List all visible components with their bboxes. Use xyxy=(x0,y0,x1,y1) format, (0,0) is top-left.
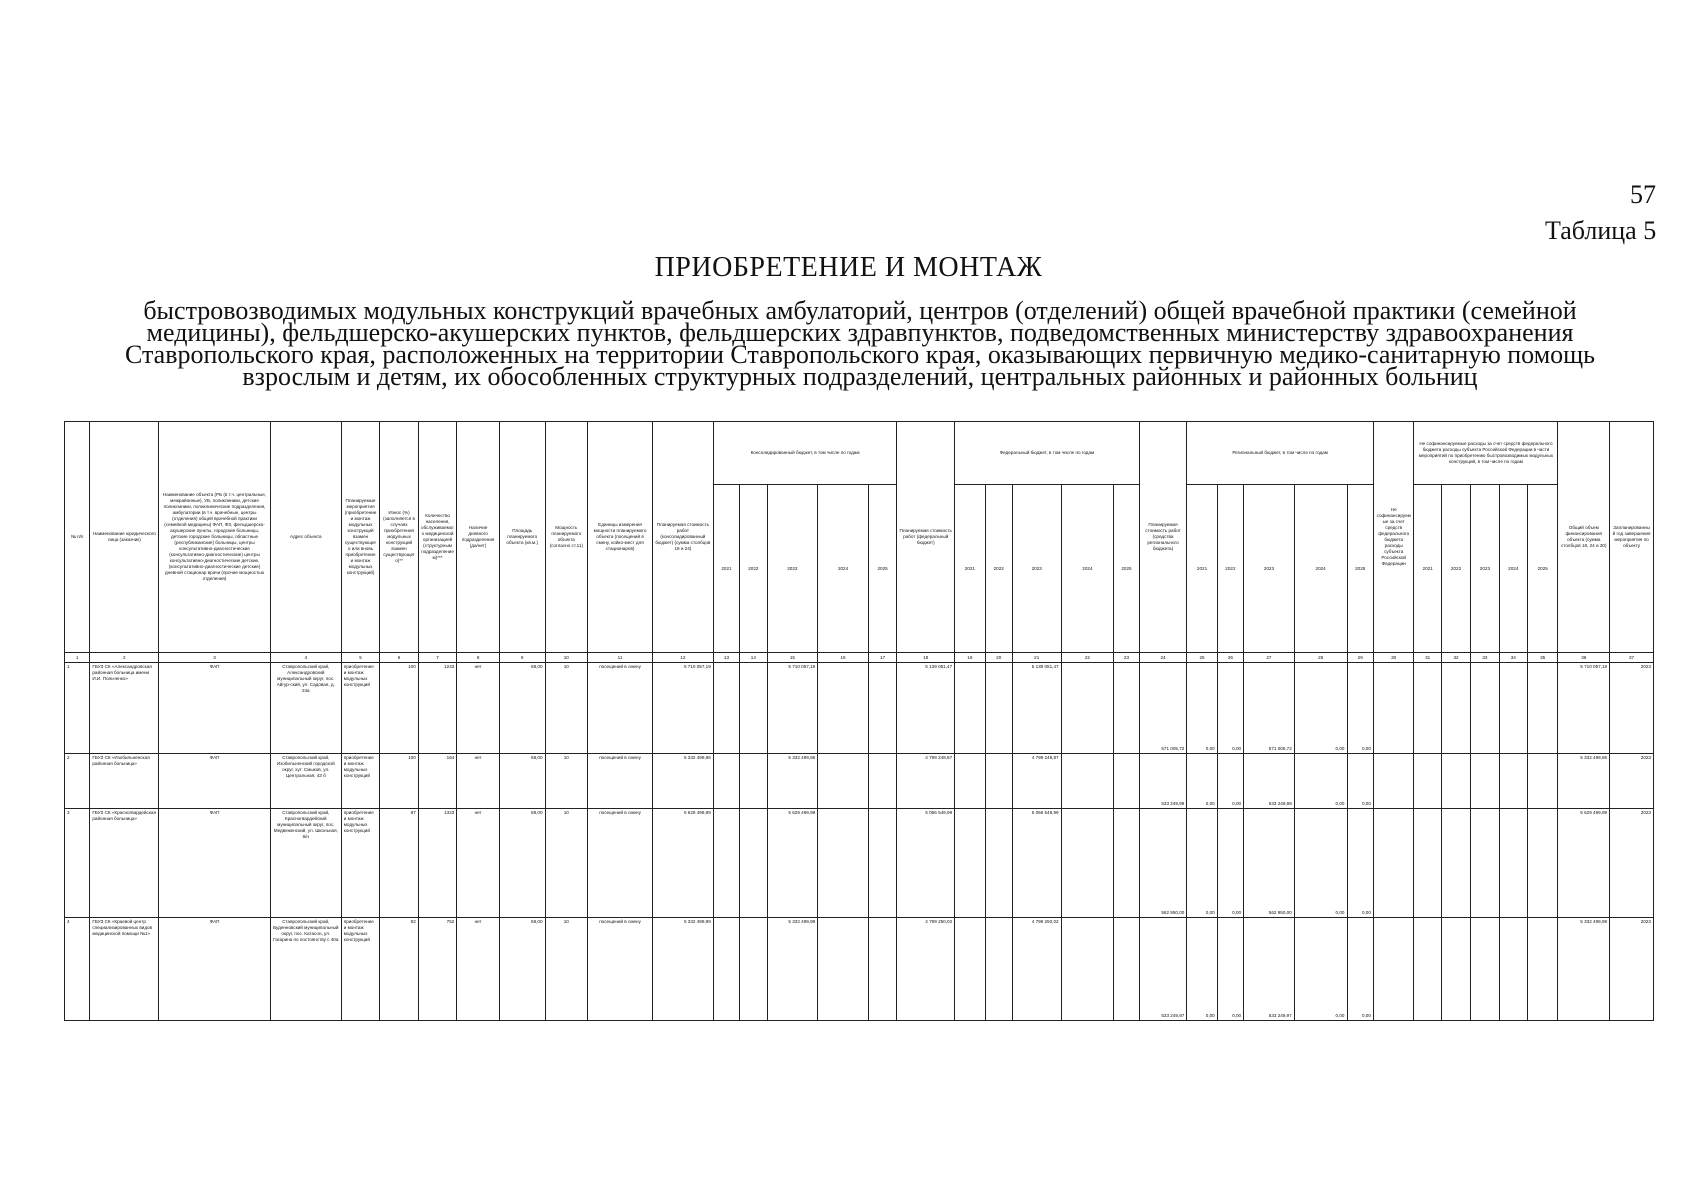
cell xyxy=(1441,663,1470,754)
total-financing: 5 710 057,19 xyxy=(1558,663,1610,754)
consolidated-cost: 5 629 499,99 xyxy=(652,809,713,918)
total-financing: 5 332 499,86 xyxy=(1558,754,1610,809)
cell xyxy=(818,809,869,918)
object-type: ФАП xyxy=(159,918,271,1021)
column-number: 31 xyxy=(1414,653,1441,663)
budget-table xyxy=(64,421,1654,1021)
population: 1323 xyxy=(418,809,457,918)
column-number: 14 xyxy=(740,653,767,663)
cell xyxy=(985,809,1012,918)
header-cell: Мощность планируемого объекта (согласно ст.11) xyxy=(545,422,588,653)
regional-2023: 562 950,00 xyxy=(1244,809,1295,918)
header-cell: Планируемая стоимость работ (федеральный бюджет) xyxy=(897,422,955,653)
year-header: 2023 xyxy=(767,485,818,653)
header-cell: Общий объем финансирования объекта (сумма столбцов 18, 24 и 30) xyxy=(1558,422,1610,653)
wear-percent: 100 xyxy=(380,663,419,754)
cell xyxy=(1527,809,1557,918)
planned-activity: приобретение и монтаж модульных конструкций xyxy=(341,809,380,918)
column-number: 32 xyxy=(1441,653,1470,663)
year-header: 2022 xyxy=(985,485,1012,653)
day-hospital: нет xyxy=(457,663,500,754)
cell xyxy=(985,754,1012,809)
cell xyxy=(1499,754,1527,809)
wear-percent: 82 xyxy=(380,918,419,1021)
cell xyxy=(1414,918,1441,1021)
regional-2021: 0,00 xyxy=(1187,663,1217,754)
row-number: 2 xyxy=(65,754,90,809)
column-number: 7 xyxy=(418,653,457,663)
year-header: 2021 xyxy=(1187,485,1217,653)
header-cell: Планируемая стоимость работ (средства регионального бюджета) xyxy=(1139,422,1187,653)
regional-cost: 533 249,97 xyxy=(1139,918,1187,1021)
header-cell: Адрес объекта xyxy=(270,422,341,653)
cell xyxy=(1061,918,1114,1021)
column-number: 37 xyxy=(1610,653,1654,663)
federal-2023: 5 066 549,99 xyxy=(1012,809,1061,918)
regional-2022: 0,00 xyxy=(1217,809,1243,918)
regional-2022: 0,00 xyxy=(1217,663,1243,754)
header-cell: Запланированный год завершения мероприятия по объекту xyxy=(1610,422,1654,653)
column-number: 23 xyxy=(1114,653,1139,663)
cell xyxy=(740,663,767,754)
regional-2025: 0,00 xyxy=(1347,754,1373,809)
header-cell: Наименование объекта (РБ (в т.ч. центральные, межрайонные), УБ, поликлиники, детские поликлиники, поликлинические подразделения, амбулатории (в т.ч. врачебные, центры (отделения) общей врачебной практики (семейной медицины) ФАП, ФЗ, фельдшерско-акушерские пункты, городские больницы, детские городские больницы, областные (республиканские) больницы, центры консультативно-диагностические (консультативно-диагностические) центры консультативно-диагностические детские, (консультативно-диагностические детские) дневной стационар врачи (прочие мощностью отделения) xyxy=(159,422,271,653)
year-header: 2024 xyxy=(1499,485,1527,653)
cell xyxy=(818,754,869,809)
cell xyxy=(1441,754,1470,809)
regional-2024: 0,00 xyxy=(1294,918,1347,1021)
cell xyxy=(955,754,985,809)
planned-activity: приобретение и монтаж модульных конструкций xyxy=(341,918,380,1021)
document-subtitle: быстровозводимых модульных конструкций врачебных амбулаторий, центров (отделений) общей врачебной практики (семейной медицины), фельдшерско-акушерских пунктов, фельдшерских здравпунктов, подведомственных министерству здравоохранения Ставропольского края, расположенных на территории Ставропольского края, оказывающих первичную медико-санитарную помощь взрослым и детям, их обособленных структурных подразделений, центральных районных и районных больниц xyxy=(124,296,1596,391)
regional-2023: 571 005,72 xyxy=(1244,663,1295,754)
column-number: 20 xyxy=(985,653,1012,663)
cell xyxy=(1373,663,1414,754)
year-header: 2025 xyxy=(1347,485,1373,653)
year-header: 2021 xyxy=(713,485,739,653)
column-number: 33 xyxy=(1471,653,1499,663)
column-number: 15 xyxy=(767,653,818,663)
cell xyxy=(1471,754,1499,809)
cell xyxy=(1373,754,1414,809)
area: 68,00 xyxy=(499,663,545,754)
regional-2021: 0,00 xyxy=(1187,918,1217,1021)
year-header: 2025 xyxy=(868,485,896,653)
cell xyxy=(868,809,896,918)
regional-2022: 0,00 xyxy=(1217,754,1243,809)
capacity-unit: посещений в смену xyxy=(588,663,653,754)
column-number: 28 xyxy=(1294,653,1347,663)
cell xyxy=(868,754,896,809)
column-number: 12 xyxy=(652,653,713,663)
federal-cost: 5 139 051,47 xyxy=(897,663,955,754)
year-header: 2021 xyxy=(955,485,985,653)
cell xyxy=(713,754,739,809)
cell xyxy=(740,754,767,809)
regional-2023: 533 249,99 xyxy=(1244,754,1295,809)
row-number: 1 xyxy=(65,663,90,754)
header-cell: Единицы измерения мощности планируемого объекта (посещений в смену, койко-мест для стационаров) xyxy=(588,422,653,653)
column-number: 30 xyxy=(1373,653,1414,663)
column-number: 34 xyxy=(1499,653,1527,663)
column-number: 13 xyxy=(713,653,739,663)
completion-year: 2023 xyxy=(1610,918,1654,1021)
capacity-unit: посещений в смену xyxy=(588,754,653,809)
consolidated-2023: 5 332 499,86 xyxy=(767,754,818,809)
organization: ГБУЗ СК «Александровская районная больница имени И.И. Польченко» xyxy=(90,663,159,754)
year-header: 2024 xyxy=(818,485,869,653)
cell xyxy=(740,809,767,918)
header-cell: Количество населения, обслуживаемого медицинской организацией (структурным подразделением)*** xyxy=(418,422,457,653)
wear-percent: 87 xyxy=(380,809,419,918)
population: 1243 xyxy=(418,663,457,754)
cell xyxy=(1114,663,1139,754)
regional-2024: 0,00 xyxy=(1294,663,1347,754)
column-number: 5 xyxy=(341,653,380,663)
column-number: 26 xyxy=(1217,653,1243,663)
consolidated-2023: 5 332 499,99 xyxy=(767,918,818,1021)
federal-2023: 5 139 051,47 xyxy=(1012,663,1061,754)
header-group: Региональный бюджет, в том числе по годам xyxy=(1187,422,1374,485)
cell xyxy=(1061,809,1114,918)
regional-2025: 0,00 xyxy=(1347,809,1373,918)
cell xyxy=(1527,663,1557,754)
cell xyxy=(985,918,1012,1021)
federal-cost: 5 066 549,99 xyxy=(897,809,955,918)
consolidated-cost: 5 332 499,99 xyxy=(652,918,713,1021)
cell xyxy=(955,809,985,918)
column-number: 22 xyxy=(1061,653,1114,663)
year-header: 2023 xyxy=(1012,485,1061,653)
column-number: 17 xyxy=(868,653,896,663)
object-type: ФАП xyxy=(159,754,271,809)
regional-cost: 533 249,99 xyxy=(1139,754,1187,809)
federal-2023: 4 799 250,02 xyxy=(1012,918,1061,1021)
column-number: 36 xyxy=(1558,653,1610,663)
year-header: 2024 xyxy=(1061,485,1114,653)
regional-cost: 562 950,00 xyxy=(1139,809,1187,918)
column-number: 3 xyxy=(159,653,271,663)
organization: ГБУЗ СК «Красногвардейская районная больница» xyxy=(90,809,159,918)
consolidated-cost: 5 332 499,86 xyxy=(652,754,713,809)
cell xyxy=(1471,918,1499,1021)
cell xyxy=(1441,809,1470,918)
column-number: 35 xyxy=(1527,653,1557,663)
day-hospital: нет xyxy=(457,754,500,809)
year-header: 2021 xyxy=(1414,485,1441,653)
column-number: 9 xyxy=(499,653,545,663)
year-header: 2022 xyxy=(1217,485,1243,653)
area: 68,00 xyxy=(499,918,545,1021)
area: 68,00 xyxy=(499,754,545,809)
header-cell: Не софинансируемые за счет средств федерального бюджета расходы субъекта Российской Федерации xyxy=(1373,422,1414,653)
column-number: 11 xyxy=(588,653,653,663)
cell xyxy=(1527,918,1557,1021)
cell xyxy=(1414,754,1441,809)
regional-2021: 0,00 xyxy=(1187,809,1217,918)
document-title: ПРИОБРЕТЕНИЕ И МОНТАЖ xyxy=(654,252,1043,283)
federal-cost: 4 799 249,87 xyxy=(897,754,955,809)
cell xyxy=(1373,809,1414,918)
regional-2025: 0,00 xyxy=(1347,663,1373,754)
column-number: 16 xyxy=(818,653,869,663)
address: Ставропольский край, Изобильненский городской округ, хут. Смыков, ул. Центральная, 43 б xyxy=(270,754,341,809)
capacity-unit: посещений в смену xyxy=(588,809,653,918)
column-number: 21 xyxy=(1012,653,1061,663)
header-cell: Планируемая стоимость работ (консолидированный бюджет) (сумма столбцов 18 и 24) xyxy=(652,422,713,653)
cell xyxy=(985,663,1012,754)
cell xyxy=(713,809,739,918)
header-cell: Наличие дневного подразделения (да/нет) xyxy=(457,422,500,653)
header-group: Консолидированный бюджет, в том числе по годам xyxy=(713,422,897,485)
year-header: 2025 xyxy=(1527,485,1557,653)
cell xyxy=(1499,918,1527,1021)
federal-2023: 4 799 249,87 xyxy=(1012,754,1061,809)
day-hospital: нет xyxy=(457,918,500,1021)
header-cell: Износ (%) (заполняется в случаях приобретения модульных конструкций взамен существующего)** xyxy=(380,422,419,653)
cell xyxy=(740,918,767,1021)
cell xyxy=(1441,918,1470,1021)
column-number: 10 xyxy=(545,653,588,663)
column-number: 27 xyxy=(1244,653,1295,663)
regional-2025: 0,00 xyxy=(1347,918,1373,1021)
row-number: 4 xyxy=(65,918,90,1021)
cell xyxy=(1061,663,1114,754)
year-header: 2023 xyxy=(1471,485,1499,653)
header-group: Не софинансируемые расходы за счет средств федерального бюджета расходы субъекта Российской Федерации в части мероприятий по приобретению быстровозводимых модульных конструкций, в том числе по годам xyxy=(1414,422,1558,485)
planned-activity: приобретение и монтаж модульных конструкций xyxy=(341,754,380,809)
cell xyxy=(818,918,869,1021)
column-number: 1 xyxy=(65,653,90,663)
column-number: 24 xyxy=(1139,653,1187,663)
cell xyxy=(955,663,985,754)
total-financing: 5 629 499,99 xyxy=(1558,809,1610,918)
year-header: 2022 xyxy=(740,485,767,653)
cell xyxy=(1499,809,1527,918)
cell xyxy=(713,918,739,1021)
capacity: 10 xyxy=(545,663,588,754)
column-number: 19 xyxy=(955,653,985,663)
header-cell: Площадь планируемого объекта (кв.м.) xyxy=(499,422,545,653)
object-type: ФАП xyxy=(159,809,271,918)
column-number: 8 xyxy=(457,653,500,663)
cell xyxy=(1471,809,1499,918)
year-header: 2024 xyxy=(1294,485,1347,653)
address: Ставропольский край, Буденновский муниципальный округ, пос. Катасон, ул. Гагарина по постоянству с 40а xyxy=(270,918,341,1021)
cell xyxy=(1527,754,1557,809)
column-number: 4 xyxy=(270,653,341,663)
capacity: 10 xyxy=(545,809,588,918)
column-number: 2 xyxy=(90,653,159,663)
cell xyxy=(955,918,985,1021)
year-header: 2023 xyxy=(1244,485,1295,653)
cell xyxy=(1499,663,1527,754)
organization: ГБУЗ СК «Изобильненская районная больница» xyxy=(90,754,159,809)
day-hospital: нет xyxy=(457,809,500,918)
header-cell: Планируемые мероприятия (приобретение и монтаж модульных конструкций взамен существующего или вновь приобретение и монтаж модульных конструкций) xyxy=(341,422,380,653)
regional-2024: 0,00 xyxy=(1294,754,1347,809)
area: 68,00 xyxy=(499,809,545,918)
cell xyxy=(1061,754,1114,809)
header-cell: Наименование юридического лица (заказчик) xyxy=(90,422,159,653)
cell xyxy=(1471,663,1499,754)
regional-2023: 533 249,97 xyxy=(1244,918,1295,1021)
cell xyxy=(1114,918,1139,1021)
planned-activity: приобретение и монтаж модульных конструкций xyxy=(341,663,380,754)
cell xyxy=(1373,918,1414,1021)
consolidated-2023: 5 710 057,19 xyxy=(767,663,818,754)
federal-cost: 4 799 250,02 xyxy=(897,918,955,1021)
year-header: 2025 xyxy=(1114,485,1139,653)
capacity-unit: посещений в смену xyxy=(588,918,653,1021)
regional-2024: 0,00 xyxy=(1294,809,1347,918)
column-number: 29 xyxy=(1347,653,1373,663)
completion-year: 2023 xyxy=(1610,809,1654,918)
address: Ставропольский край, Красногвардейский муниципальный округ, пос. Медвеженский, ул. Школьная, 6/н xyxy=(270,809,341,918)
table-label: Таблица 5 xyxy=(1545,216,1657,245)
capacity: 10 xyxy=(545,918,588,1021)
year-header: 2022 xyxy=(1441,485,1470,653)
cell xyxy=(868,918,896,1021)
regional-2022: 0,00 xyxy=(1217,918,1243,1021)
header-cell: № п/п xyxy=(65,422,90,653)
cell xyxy=(868,663,896,754)
completion-year: 2023 xyxy=(1610,663,1654,754)
object-type: ФАП xyxy=(159,663,271,754)
wear-percent: 100 xyxy=(380,754,419,809)
table-row xyxy=(65,918,1654,1021)
cell xyxy=(1114,809,1139,918)
cell xyxy=(1414,663,1441,754)
population: 752 xyxy=(418,918,457,1021)
address: Ставропольский край, Александровский муниципальный округ, пос. Айгур-ский, ул. Садовая, д. 24а xyxy=(270,663,341,754)
row-number: 3 xyxy=(65,809,90,918)
capacity: 10 xyxy=(545,754,588,809)
cell xyxy=(818,663,869,754)
organization: ГБУЗ СК «Краевой центр специализированных видов медицинской помощи №1» xyxy=(90,918,159,1021)
cell xyxy=(1414,809,1441,918)
cell xyxy=(1114,754,1139,809)
column-number-row xyxy=(65,653,1654,663)
column-number: 25 xyxy=(1187,653,1217,663)
column-number: 18 xyxy=(897,653,955,663)
completion-year: 2023 xyxy=(1610,754,1654,809)
regional-2021: 0,00 xyxy=(1187,754,1217,809)
consolidated-cost: 5 710 057,19 xyxy=(652,663,713,754)
header-group: Федеральный бюджет, в том числе по годам xyxy=(955,422,1140,485)
regional-cost: 571 005,72 xyxy=(1139,663,1187,754)
consolidated-2023: 5 629 499,99 xyxy=(767,809,818,918)
population: 164 xyxy=(418,754,457,809)
cell xyxy=(713,663,739,754)
table-row xyxy=(65,754,1654,809)
table-row xyxy=(65,809,1654,918)
column-number: 6 xyxy=(380,653,419,663)
total-financing: 5 332 499,99 xyxy=(1558,918,1610,1021)
page-number: 57 xyxy=(1630,180,1656,209)
table-row xyxy=(65,663,1654,754)
